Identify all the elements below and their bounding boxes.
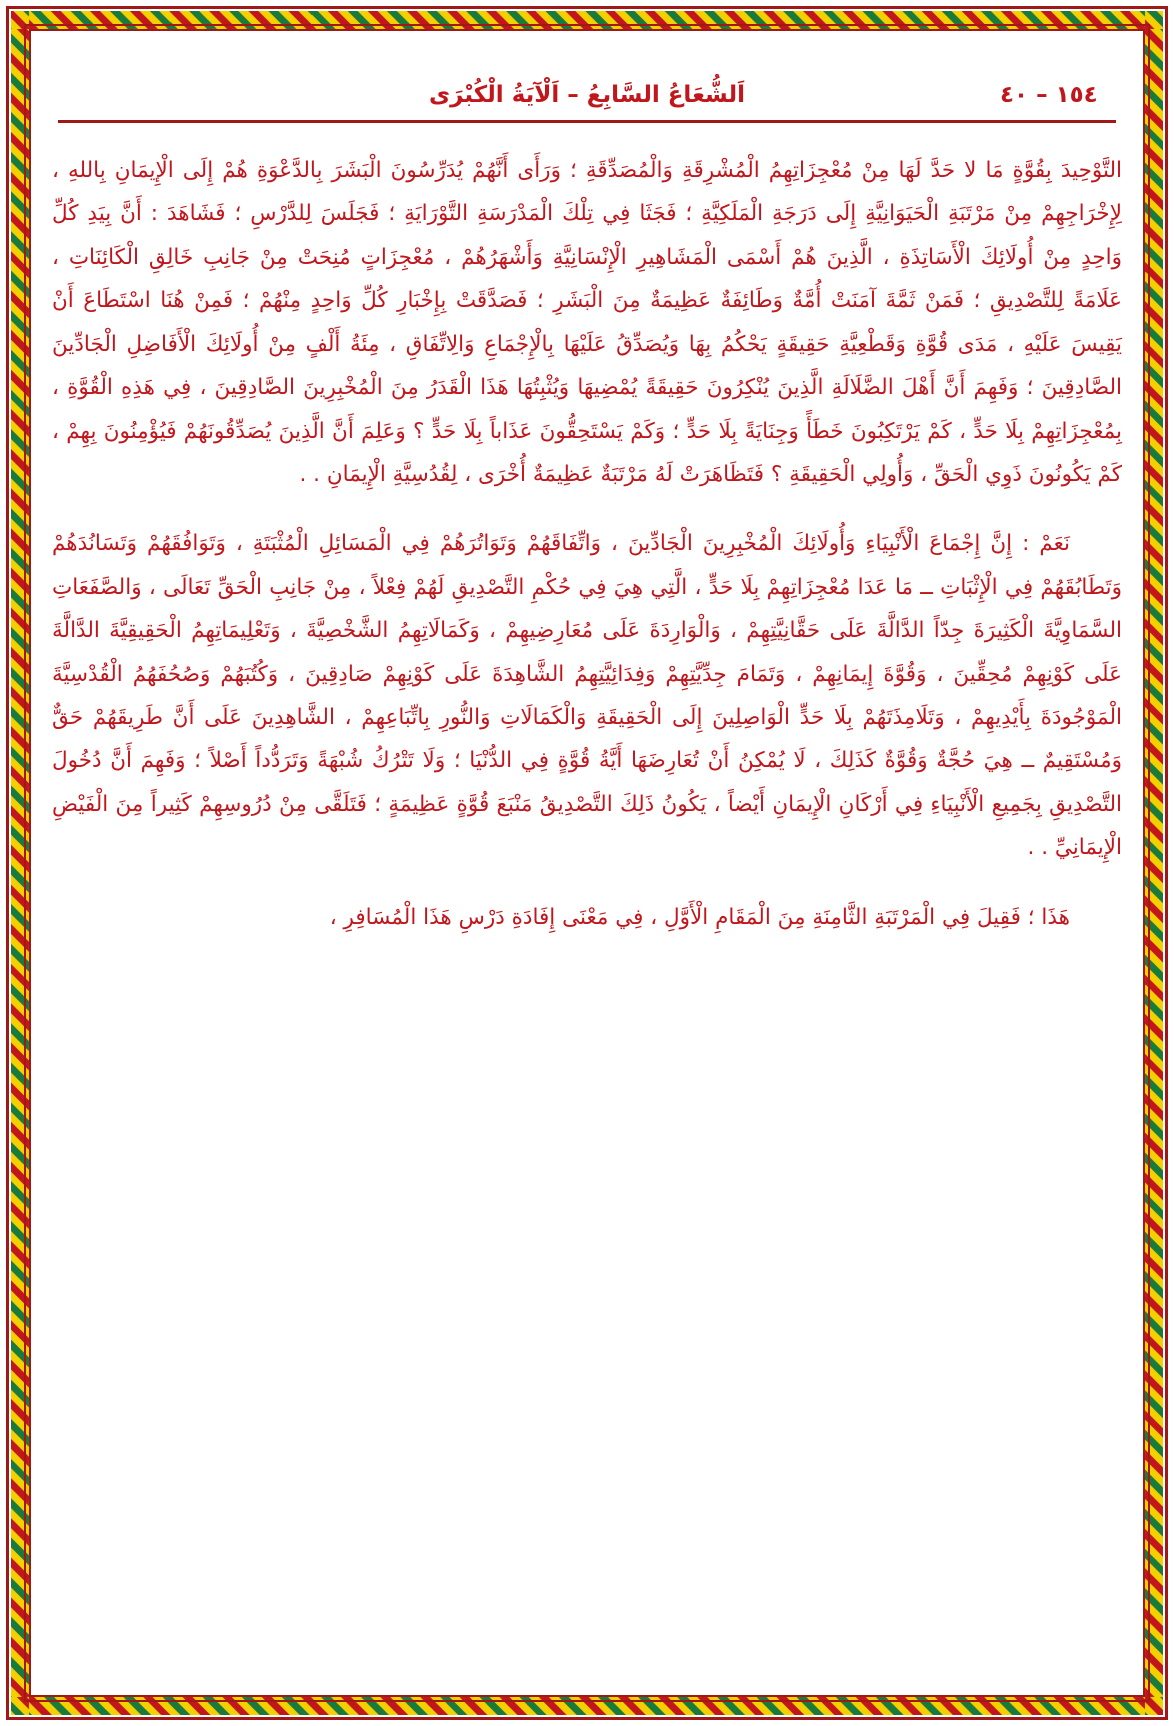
paragraph-1: التَّوْحِيدَ بِقُوَّةٍ مَا لا حَدَّ لَهَا مِنْ مُعْجِزَاتِهِمُ الْمُشْرِقَةِ وَالْمُصَدِّقَةِ ؛ وَرَأَى أَنَّهُمْ يُدَرِّسُونَ الْبَشَرَ بِالدَّعْوَةِ هُمْ إِلَى الْإِيمَانِ بِاللهِ ، لِإِخْرَاجِهِمْ مِنْ مَرْتَبَةِ الْحَيَوَانِيَّةِ إِلَى دَرَجَةِ الْمَلَكِيَّةِ ؛ فَجَثَا فِي تِلْكَ الْمَدْرَسَةِ التَّوْرَايَةِ ؛ فَجَلَسَ لِلدَّرْسِ ؛ فَشَاهَدَ : أَنَّ بِيَدِ كُلِّ وَاحِدٍ مِنْ أُولَائِكَ الْأَسَاتِذَةِ ، الَّذِينَ هُمْ أَسْمَى الْمَشَاهِيرِ الْإِنْسَانِيَّةِ وَأَشْهَرُهُمْ ، مُعْجِزَاتٍ مُنِحَتْ مِنْ جَانِبِ خَالِقِ الْكَائِنَاتِ ، عَلَامَةً لِلتَّصْدِيقِ ؛ فَمَنْ ثَمَّةَ آمَنَتْ أُمَّةٌ وَطَائِفَةٌ عَظِيمَةٌ مِنَ الْبَشَرِ ؛ فَصَدَّقَتْ بِإِخْبَارِ كُلِّ وَاحِدٍ مِنْهُمْ ؛ فَمِنْ هُنَا اسْتَطَاعَ أَنْ يَقِيسَ عَلَيْهِ ، مَدَى قُوَّةِ وَقَطْعِيَّةِ حَقِيقَةٍ يَحْكُمُ بِهَا وَيُصَدِّقُ عَلَيْهَا بِالْإِجْمَاعِ وَالِاتِّفَاقِ ، مِئَةُ أَلْفٍ مِنْ أُولَائِكَ الْأَفَاضِلِ الْجَادِّينَ الصَّادِقِينَ ؛ وَفَهِمَ أَنَّ أَهْلَ الضَّلَالَةِ الَّذِينَ يُنْكِرُونَ حَقِيقَةً يُمْضِيهَا وَيُثْبِتُهَا هَذَا الْقَدَرُ مِنَ الْمُخْبِرِينَ الصَّادِقِينَ ، فِي هَذِهِ الْقُوَّةِ ، بِمُعْجِزَاتِهِمْ بِلَا حَدٍّ ، كَمْ يَرْتَكِبُونَ خَطَأً وَجِنَايَةً بِلَا حَدٍّ ؛ وَكَمْ يَسْتَحِقُّونَ عَذَاباً بِلَا حَدٍّ ؟ وَعَلِمَ أَنَّ الَّذِينَ يُصَدِّقُونَهُمْ فَيُؤْمِنُونَ بِهِمْ ، كَمْ يَكُونُونَ ذَوِي الْحَقِّ ، وَأُولِي الْحَقِيقَةِ ؟ فَتَظَاهَرَتْ لَهُ مَرْتَبَةٌ عَظِيمَةٌ أُخْرَى ، لِقُدُسِيَّةِ الْإِيمَانِ . . — [52, 158, 1122, 487]
body-text — [52, 149, 1122, 939]
page-header — [52, 82, 1122, 108]
page-content — [52, 56, 1122, 1680]
paragraph-3: هَذَا ؛ فَقِيلَ فِي الْمَرْتَبَةِ الثَّامِنَةِ مِنَ الْمَقَامِ الْأَوَّلِ ، فِي مَعْنَى إِفَادَةِ دَرْسِ هَذَا الْمُسَافِرِ ، — [329, 904, 1070, 930]
page-number: ١٥٤ – ٤٠ — [1000, 82, 1098, 108]
page-title: اَلشُّعَاعُ السَّابِعُ – اَلْآيَةُ الْكُبْرَى — [429, 82, 745, 108]
paragraph-2: نَعَمْ : إِنَّ إِجْمَاعَ الْأَنْبِيَاءِ وَأُولَائِكَ الْمُخْبِرِينَ الْجَادِّينَ ، وَاتِّفَاقَهُمْ وَتَوَاتُرَهُمْ فِي الْمَسَائِلِ الْمُثْبَتَةِ ، وَتَوَافُقَهُمْ وَتَسَانُدَهُمْ وَتَطَابُقَهُمْ فِي الْإِثْبَاتِ ــ مَا عَدَا مُعْجِزَاتِهِمْ بِلَا حَدٍّ ، الَّتِي هِيَ فِي حُكْمِ التَّصْدِيقِ لَهُمْ فِعْلاً ، مِنْ جَانِبِ الْحَقِّ تَعَالَى ، وَالصَّفَعَاتِ السَّمَاوِيَّةَ الْكَثِيرَةَ جِدّاً الدَّالَّةَ عَلَى حَقَّانِيَّتِهِمْ ، وَالْوَارِدَةَ عَلَى مُعَارِضِيهِمْ ، وَكَمَالَاتِهِمُ الشَّخْصِيَّةَ ، وَتَعْلِيمَاتِهِمُ الْحَقِيقِيَّةَ الدَّالَّةَ عَلَى كَوْنِهِمْ مُحِقِّينَ ، وَقُوَّةَ إِيمَانِهِمْ ، وَتَمَامَ جِدِّيَّتِهِمْ وَفِدَائِيَّتِهِمُ الشَّاهِدَةَ عَلَى كَوْنِهِمْ صَادِقِينَ ، وَكُتُبَهُمْ وَصُحُفَهُمُ الْقُدْسِيَّةَ الْمَوْجُودَةَ بِأَيْدِيهِمْ ، وَتَلَامِذَتَهُمْ بِلَا حَدٍّ الْوَاصِلِينَ إِلَى الْحَقِيقَةِ وَالْكَمَالَاتِ وَالنُّورِ بِاتِّبَاعِهِمْ ، الشَّاهِدِينَ عَلَى أَنَّ طَرِيقَهُمْ حَقٌّ وَمُسْتَقِيمٌ ــ هِيَ حُجَّةٌ وَقُوَّةٌ كَذَلِكَ ، لَا يُمْكِنُ أَنْ تُعَارِضَهَا أَيَّةُ قُوَّةٍ فِي الدُّنْيَا ؛ وَلَا تَتْرُكُ شُبْهَةً وَتَرَدُّداً أَصْلاً ؛ وَفَهِمَ أَنَّ دُخُولَ التَّصْدِيقِ بِجَمِيعِ الْأَنْبِيَاءِ فِي أَرْكَانِ الْإِيمَانِ أَيْضاً ، يَكُونُ ذَلِكَ التَّصْدِيقُ مَنْبَعَ قُوَّةٍ عَظِيمَةٍ ؛ فَتَلَقَّى مِنْ دُرُوسِهِمْ كَثِيراً مِنَ الْفَيْضِ الْإِيمَانِيِّ . . — [52, 531, 1122, 861]
header-divider — [58, 120, 1116, 123]
